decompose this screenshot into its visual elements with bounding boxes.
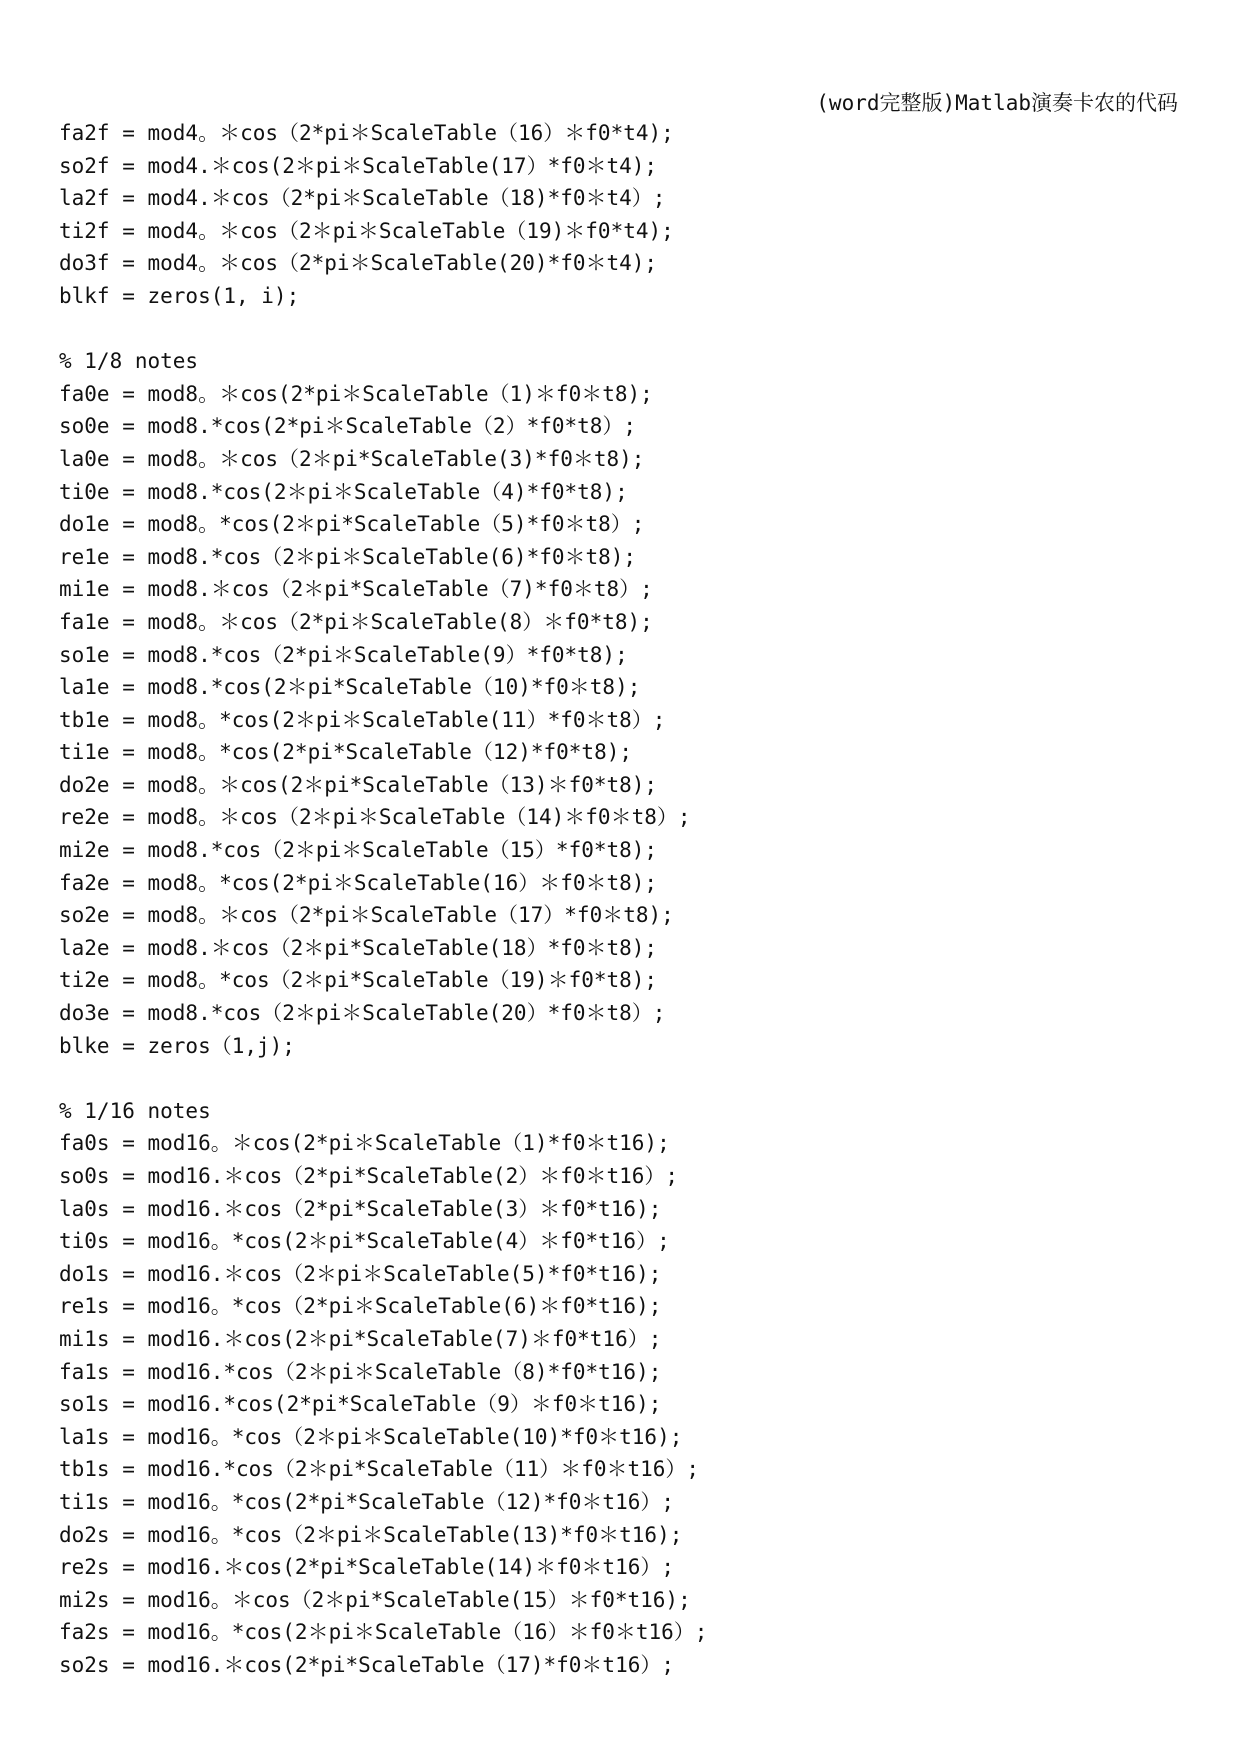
code-line: do1e = mod8。*cos(2＊pi*ScaleTable（5)*f0＊t8）; (59, 512, 645, 537)
code-line: mi1e = mod8.＊cos（2＊pi*ScaleTable（7)*f0＊t8）; (59, 577, 653, 602)
code-line: so2e = mod8。＊cos（2*pi＊ScaleTable（17）*f0＊t8); (59, 903, 674, 928)
code-line: tb1s = mod16.*cos（2＊pi*ScaleTable（11）＊f0＊t16）; (59, 1457, 700, 1482)
code-line (59, 1062, 1199, 1095)
code-line: ti2e = mod8。*cos（2＊pi*ScaleTable（19)＊f0*t8); (59, 968, 658, 993)
code-line: ti1e = mod8。*cos(2*pi*ScaleTable（12)*f0*t8); (59, 740, 633, 765)
code-line: % 1/16 notes (59, 1098, 211, 1123)
code-line: mi2e = mod8.*cos（2＊pi＊ScaleTable（15）*f0*t8); (59, 838, 658, 863)
code-line: la2f = mod4.＊cos（2*pi＊ScaleTable（18)*f0＊t4）; (59, 186, 666, 211)
code-block (59, 117, 1199, 1682)
code-line: fa2e = mod8。*cos(2*pi＊ScaleTable(16）＊f0＊t8); (59, 870, 658, 895)
code-line: fa2f = mod4。＊cos（2*pi＊ScaleTable（16）＊f0*t4); (59, 121, 674, 145)
code-line: so0e = mod8.*cos(2*pi＊ScaleTable（2）*f0*t8）; (59, 414, 637, 439)
code-line: ti0s = mod16。*cos(2＊pi*ScaleTable(4）＊f0*t16）; (59, 1229, 670, 1254)
code-line: la1s = mod16。*cos（2＊pi＊ScaleTable(10)*f0＊t16); (59, 1424, 683, 1449)
code-line: re2s = mod16.＊cos(2*pi*ScaleTable(14)＊f0＊t16）; (59, 1555, 675, 1580)
code-line: tb1e = mod8。*cos(2＊pi＊ScaleTable(11）*f0＊t8）; (59, 707, 666, 732)
code-line: fa2s = mod16。*cos(2＊pi＊ScaleTable（16）＊f0＊t16）; (59, 1620, 708, 1645)
code-line: blkf = zeros(1, i); (59, 283, 300, 308)
code-line: so1s = mod16.*cos(2*pi*ScaleTable（9）＊f0＊t16); (59, 1392, 662, 1417)
code-line: re1s = mod16。*cos（2*pi＊ScaleTable(6)＊f0*t16); (59, 1294, 662, 1319)
code-line: re1e = mod8.*cos（2＊pi＊ScaleTable(6)*f0＊t8); (59, 544, 637, 569)
page-header: (word完整版)Matlab演奏卡农的代码 (816, 91, 1178, 115)
code-line: ti0e = mod8.*cos(2＊pi＊ScaleTable（4)*f0*t8); (59, 479, 628, 504)
code-line: do3e = mod8.*cos（2＊pi＊ScaleTable(20）*f0＊t8）; (59, 1001, 666, 1026)
code-line: do1s = mod16.＊cos（2＊pi＊ScaleTable(5)*f0*t16); (59, 1261, 662, 1286)
code-line: la2e = mod8.＊cos（2＊pi*ScaleTable(18）*f0＊t8); (59, 935, 658, 960)
code-line: do2s = mod16。*cos（2＊pi＊ScaleTable(13)*f0＊t16); (59, 1522, 683, 1547)
code-line: do2e = mod8。＊cos(2＊pi*ScaleTable（13)＊f0*t8); (59, 772, 658, 797)
code-line: % 1/8 notes (59, 349, 199, 374)
code-line: so2s = mod16.＊cos(2*pi*ScaleTable（17)*f0＊t16）; (59, 1652, 675, 1677)
code-line: so2f = mod4.＊cos(2＊pi＊ScaleTable(17）*f0＊t4); (59, 153, 658, 178)
code-line: la0e = mod8。＊cos（2＊pi*ScaleTable(3)*f0＊t8); (59, 446, 645, 471)
code-line: la1e = mod8.*cos(2＊pi*ScaleTable（10)*f0＊t8); (59, 675, 641, 700)
code-line: fa1s = mod16.*cos（2＊pi＊ScaleTable（8)*f0*t16); (59, 1359, 662, 1384)
code-line: blke = zeros（1,j); (59, 1033, 295, 1058)
code-line: ti2f = mod4。＊cos（2＊pi＊ScaleTable（19)＊f0*t4); (59, 218, 674, 243)
code-line: fa1e = mod8。＊cos（2*pi＊ScaleTable(8）＊f0*t8); (59, 609, 653, 634)
code-line: fa0s = mod16。＊cos(2*pi＊ScaleTable（1)*f0＊t16); (59, 1131, 670, 1156)
code-line: mi2s = mod16。＊cos（2＊pi*ScaleTable(15）＊f0*t16); (59, 1587, 691, 1612)
code-line: la0s = mod16.＊cos（2*pi*ScaleTable(3）＊f0*t16); (59, 1196, 662, 1221)
code-line: do3f = mod4。＊cos（2*pi＊ScaleTable(20)*f0＊t4); (59, 251, 658, 276)
code-line: mi1s = mod16.＊cos(2＊pi*ScaleTable(7)＊f0*t16）; (59, 1326, 662, 1351)
code-line: re2e = mod8。＊cos（2＊pi＊ScaleTable（14)＊f0＊t8）; (59, 805, 691, 830)
code-line: so1e = mod8.*cos（2*pi＊ScaleTable(9）*f0*t8); (59, 642, 628, 667)
code-line: ti1s = mod16。*cos(2*pi*ScaleTable（12)*f0＊t16）; (59, 1489, 675, 1514)
code-line: so0s = mod16.＊cos（2*pi*ScaleTable(2）＊f0＊t16）; (59, 1164, 679, 1188)
code-line: fa0e = mod8。＊cos(2*pi＊ScaleTable（1)＊f0＊t8); (59, 381, 653, 406)
code-line (59, 313, 1199, 346)
